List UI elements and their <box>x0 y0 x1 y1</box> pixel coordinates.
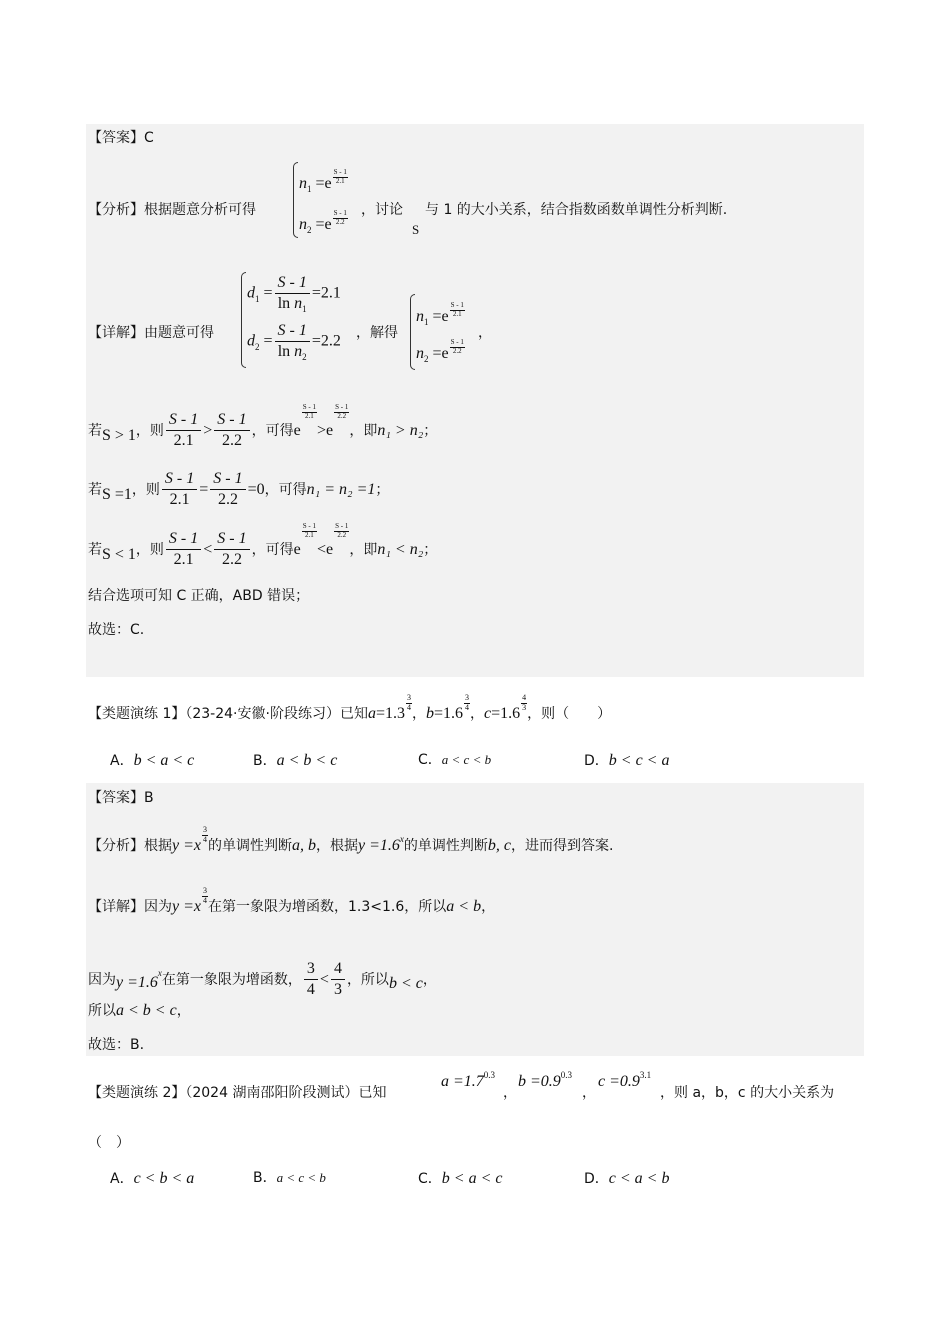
c-exponent: 3.1 <box>639 1070 652 1080</box>
brace-system-d <box>241 272 246 368</box>
frac-den: 2.2 <box>221 551 242 569</box>
option-letter: A． <box>110 1171 134 1187</box>
relation: > <box>316 421 326 439</box>
var-n: n <box>294 295 303 313</box>
exp-den: 2.1 <box>452 309 462 318</box>
analysis-text: ，根据 <box>316 838 359 854</box>
solve-end <box>478 326 492 340</box>
ze: ，则 <box>131 481 160 498</box>
var-n: n <box>299 216 307 233</box>
equals: = <box>375 705 385 722</box>
equals: = <box>311 284 321 302</box>
fn2-y: y =1.6 <box>358 837 400 854</box>
c-base: 1.6 <box>500 705 521 722</box>
analysis-text: 的单调性判断 <box>403 838 488 854</box>
frac-num: 4 <box>331 960 345 980</box>
relation: < <box>316 540 326 558</box>
detail-expr: a < b <box>446 898 482 915</box>
brace-system-1 <box>293 162 298 238</box>
option-expr: b < c < a <box>608 752 670 769</box>
comma: ， <box>422 971 437 988</box>
option-letter: C． <box>418 752 442 768</box>
answer-line-2 <box>88 791 154 805</box>
e: e <box>293 540 301 558</box>
c-expr: c =0.9 <box>598 1073 640 1090</box>
frac-num <box>275 274 310 294</box>
exp-num: 4 <box>522 693 527 702</box>
semicolon: ； <box>423 422 438 439</box>
frac-num: S - 1 <box>214 411 249 431</box>
var-n: n <box>416 345 424 362</box>
sys2-row1 <box>416 301 465 327</box>
option-letter: D． <box>584 1171 609 1187</box>
case-line-2 <box>88 470 389 510</box>
frac-den <box>275 342 310 361</box>
ex2-c-expr <box>598 1070 652 1090</box>
sub-1: 1 <box>302 304 307 315</box>
ruo: 若 <box>88 481 102 498</box>
sys2-row2 <box>416 338 465 364</box>
fraction <box>162 470 197 510</box>
exp-num: S - 1 <box>333 168 347 176</box>
ex2-option-c[interactable] <box>418 1171 502 1187</box>
exp-num: 3 <box>406 693 411 702</box>
exp-den: 3 <box>522 702 527 712</box>
num-text: S - 1 <box>277 274 307 291</box>
choose-line-1 <box>88 623 144 637</box>
ex1-option-d[interactable] <box>584 753 669 769</box>
analysis-line-2 <box>88 825 614 857</box>
ex1-option-c[interactable] <box>418 753 491 767</box>
dsys-row2 <box>247 322 341 362</box>
exp-den: 4 <box>203 895 208 905</box>
value: 2.1 <box>320 284 341 302</box>
b-base: 1.6 <box>443 705 464 722</box>
comma: ， <box>582 1085 596 1101</box>
var-n: n <box>416 308 424 325</box>
fraction <box>331 960 345 1000</box>
option-expr: b < a < c <box>133 752 195 769</box>
frac-num: S - 1 <box>162 470 197 490</box>
detail-line-2b <box>88 960 437 1000</box>
exp-num: S - 1 <box>302 403 316 411</box>
analysis-line-1 <box>88 203 256 217</box>
exp-frac <box>334 404 349 420</box>
ex2-option-a[interactable] <box>110 1171 194 1187</box>
var-c: c <box>484 705 492 722</box>
analysis-mid: ，讨论 <box>361 202 403 218</box>
question-tail: ，则（ ） <box>527 706 612 722</box>
combine-text: 结合选项可知 C 正确，ABD 错误； <box>88 588 310 604</box>
exercise-source: （2024 湖南邵阳阶段测试）已知 <box>185 1085 387 1101</box>
exercise-source: （23-24·安徽·阶段练习）已知 <box>185 706 368 722</box>
detail-text: 由题意可得 <box>144 325 214 341</box>
solve-text <box>356 326 398 340</box>
exp-num: S - 1 <box>450 338 464 346</box>
combine-line <box>88 589 309 603</box>
sub-2: 2 <box>424 354 429 364</box>
question-tail: ，则 a，b，c 的大小关系为 <box>660 1085 835 1101</box>
exp-den: 4 <box>406 702 411 712</box>
condition: S > 1 <box>102 426 136 444</box>
ex2-option-b[interactable] <box>253 1171 326 1185</box>
dsys-row1 <box>247 274 341 314</box>
a-exponent <box>406 694 412 713</box>
detail-line-2c <box>88 1003 191 1019</box>
exp-den: 2.1 <box>304 411 314 420</box>
sub-1: 1 <box>307 184 312 194</box>
frac-den: 2.2 <box>217 491 238 509</box>
exp-frac <box>450 339 465 355</box>
fraction <box>210 470 245 510</box>
c-exponent <box>521 694 527 713</box>
fn-exp: x <box>157 967 162 978</box>
ex2-a-expr <box>441 1070 496 1090</box>
result: n₁ = n₂ =1 <box>306 480 376 498</box>
option-expr: a < c < b <box>441 752 492 767</box>
frac-den: 2.2 <box>221 432 242 450</box>
var-n: n <box>299 175 307 192</box>
ex1-option-a[interactable] <box>110 753 194 769</box>
fraction <box>166 530 201 570</box>
exp-num: 3 <box>203 886 208 895</box>
ex2-tail <box>660 1086 834 1100</box>
fn-x: x <box>193 898 202 915</box>
equals: = <box>491 705 501 722</box>
option-expr: a < c < b <box>276 1170 326 1185</box>
solve-label: ，解得 <box>356 325 398 341</box>
ex2-paren-line <box>88 1136 130 1150</box>
ex2-comma-2 <box>582 1086 596 1100</box>
b-exponent: 0.3 <box>560 1070 573 1080</box>
ze: ，则 <box>135 541 164 558</box>
e: e <box>441 308 449 325</box>
exp-num: 3 <box>465 693 470 702</box>
answer-tag: 【答案】 <box>88 130 144 146</box>
brace-system-2 <box>410 294 415 370</box>
semicolon: ； <box>423 541 438 558</box>
fn2-exp: x <box>399 834 404 844</box>
var-n: n <box>294 343 303 361</box>
ex2-comma-1 <box>503 1086 517 1100</box>
e: e <box>293 421 301 439</box>
exp-frac <box>302 523 317 539</box>
equals: = <box>433 705 444 722</box>
exp-frac <box>333 210 348 226</box>
e: e <box>325 421 334 439</box>
condition: S < 1 <box>102 545 136 563</box>
frac-den: 2.1 <box>169 491 190 509</box>
frac-den: 4 <box>306 981 315 999</box>
relation: < <box>319 970 329 988</box>
ex2-option-d[interactable] <box>584 1171 669 1187</box>
analysis-text: 根据 <box>144 838 172 854</box>
frac-num: S - 1 <box>166 530 201 550</box>
sub-1: 1 <box>255 293 260 304</box>
ruo: 若 <box>88 541 102 558</box>
comma: ， <box>411 706 426 722</box>
equals: = <box>432 308 442 325</box>
exp-den: 4 <box>465 702 470 712</box>
choose-text: 故选：C. <box>88 622 145 638</box>
condition: S =1 <box>102 485 132 503</box>
detail-text: 在第一象限为增函数，1.3<1.6，所以 <box>208 899 447 915</box>
detail-text: 所以 <box>88 1003 116 1019</box>
fraction <box>304 960 318 1000</box>
relation: < <box>203 540 213 558</box>
analysis-end-text: 与 1 的大小关系，结合指数函数单调性分析判断. <box>425 202 728 218</box>
ex2-b-expr <box>518 1070 573 1090</box>
equals: = <box>315 175 325 192</box>
var-s: S <box>412 222 420 237</box>
relation: > <box>203 421 213 439</box>
option-letter: C． <box>418 1171 442 1187</box>
answer-value: B <box>144 790 154 806</box>
comma: ， <box>503 1085 517 1101</box>
analysis-tail <box>361 203 403 217</box>
exercise-2-question <box>88 1086 386 1100</box>
fn: y =1.6 <box>116 973 158 991</box>
detail-text: ，所以 <box>346 971 389 988</box>
equals: = <box>432 345 442 362</box>
detail-text: 在第一象限为增函数， <box>161 971 302 988</box>
option-expr: c < a < b <box>608 1170 670 1187</box>
num-text: S - 1 <box>277 322 307 339</box>
ln: ln <box>277 343 291 361</box>
solve-comma: ， <box>478 325 492 341</box>
exp-den: 2.1 <box>304 530 314 539</box>
detail-expr: a < b < c <box>116 1002 177 1019</box>
a-base: 1.3 <box>384 705 405 722</box>
vars-ab: a, b <box>292 837 317 854</box>
option-letter: A． <box>110 753 134 769</box>
ex1-option-b[interactable] <box>253 753 337 769</box>
option-expr: a < b < c <box>276 752 338 769</box>
frac-num: 3 <box>304 960 318 980</box>
exercise-tag: 【类题演练 2】 <box>88 1085 186 1101</box>
detail-tag: 【详解】 <box>88 325 144 341</box>
ze: ，则 <box>135 422 164 439</box>
comma: ， <box>470 706 485 722</box>
analysis-s <box>412 223 419 236</box>
detail-text: 因为 <box>144 899 172 915</box>
fn-x: x <box>193 837 202 854</box>
option-letter: B． <box>253 1170 277 1186</box>
equals: = <box>263 284 273 302</box>
e: e <box>324 175 332 192</box>
exp-num: S - 1 <box>335 522 349 530</box>
fraction <box>214 530 249 570</box>
fraction <box>275 322 310 362</box>
analysis-end <box>425 203 727 217</box>
equals: = <box>311 332 321 350</box>
answer-paren: （ ） <box>88 1135 130 1151</box>
answer-line-1 <box>88 131 154 145</box>
value: 2.2 <box>320 332 341 350</box>
option-expr: b < a < c <box>441 1170 503 1187</box>
exp-frac <box>302 404 317 420</box>
option-letter: D． <box>584 753 609 769</box>
exp-num: S - 1 <box>335 403 349 411</box>
exp-den: 2.2 <box>337 530 347 539</box>
var-b: b <box>425 705 434 722</box>
case-line-3 <box>88 522 438 570</box>
detail-tag: 【详解】 <box>88 899 144 915</box>
e: e <box>325 540 334 558</box>
detail-line-1 <box>88 326 214 340</box>
ln: ln <box>277 295 291 313</box>
fraction <box>214 411 249 451</box>
analysis-text: 根据题意分析可得 <box>144 202 256 218</box>
solution-block-2 <box>86 783 864 1056</box>
keyi: ，可得 <box>264 481 307 498</box>
var-d: d <box>247 284 255 302</box>
fn-y: y = <box>172 898 194 915</box>
frac-den: 3 <box>333 981 342 999</box>
equals: = <box>263 332 273 350</box>
analysis-tag: 【分析】 <box>88 202 144 218</box>
exp-frac <box>333 169 348 185</box>
eq-zero: =0 <box>247 480 265 498</box>
a-expr: a =1.7 <box>441 1073 484 1090</box>
sys1-row1 <box>299 168 348 194</box>
exp-den: 4 <box>203 834 208 844</box>
exercise-1-question <box>88 693 612 725</box>
analysis-text: ，进而得到答案. <box>511 838 614 854</box>
option-letter: B． <box>253 753 277 769</box>
fn-exponent <box>202 826 208 845</box>
frac-num: S - 1 <box>166 411 201 431</box>
var-d: d <box>247 332 255 350</box>
analysis-text: 的单调性判断 <box>208 838 293 854</box>
var-a: a <box>367 705 376 722</box>
result: n₁ < n₂ <box>377 540 424 558</box>
comma: ， <box>176 1003 191 1019</box>
choose-text: 故选：B. <box>88 1037 145 1053</box>
keyi: ，可得 <box>251 541 294 558</box>
ji: ，即 <box>349 422 378 439</box>
sub-1: 1 <box>424 317 429 327</box>
fraction <box>275 274 310 314</box>
e: e <box>441 345 449 362</box>
exp-den: 2.2 <box>335 217 345 226</box>
vars-bc: b, c <box>487 837 512 854</box>
equals: = <box>315 216 325 233</box>
e: e <box>324 216 332 233</box>
frac-num: S - 1 <box>214 530 249 550</box>
choose-line-2 <box>88 1038 144 1052</box>
exp-num: 3 <box>203 825 208 834</box>
fn-y: y = <box>172 837 194 854</box>
sub-2: 2 <box>255 341 260 352</box>
exp-den: 2.2 <box>337 411 347 420</box>
case-line-1 <box>88 403 438 451</box>
detail-line-2a <box>88 886 496 918</box>
comma: ， <box>481 899 496 915</box>
a-exponent: 0.3 <box>483 1070 496 1080</box>
option-expr: c < b < a <box>133 1170 195 1187</box>
exp-frac <box>450 302 465 318</box>
detail-text: 因为 <box>88 971 116 988</box>
ruo: 若 <box>88 422 102 439</box>
frac-den: 2.1 <box>173 551 194 569</box>
b-expr: b =0.9 <box>518 1073 561 1090</box>
answer-tag: 【答案】 <box>88 790 144 806</box>
exp-num: S - 1 <box>333 209 347 217</box>
detail-expr: b < c <box>388 974 423 992</box>
frac-den: 2.1 <box>173 432 194 450</box>
exp-num: S - 1 <box>302 522 316 530</box>
fraction <box>166 411 201 451</box>
analysis-tag: 【分析】 <box>88 838 144 854</box>
semicolon: ； <box>375 481 390 498</box>
frac-num <box>275 322 310 342</box>
exp-den: 2.2 <box>452 346 462 355</box>
sub-2: 2 <box>307 225 312 235</box>
sub-2: 2 <box>302 352 307 363</box>
frac-den <box>275 294 310 313</box>
b-exponent <box>464 694 470 713</box>
exp-den: 2.1 <box>335 176 345 185</box>
ji: ，即 <box>349 541 378 558</box>
frac-num: S - 1 <box>210 470 245 490</box>
result: n₁ > n₂ <box>377 421 424 439</box>
fn-exponent <box>202 887 208 906</box>
exercise-tag: 【类题演练 1】 <box>88 706 186 722</box>
answer-value: C <box>144 130 154 146</box>
equals: = <box>199 480 209 498</box>
sys1-row2 <box>299 209 348 235</box>
exp-num: S - 1 <box>450 301 464 309</box>
keyi: ，可得 <box>251 422 294 439</box>
exp-frac <box>334 523 349 539</box>
